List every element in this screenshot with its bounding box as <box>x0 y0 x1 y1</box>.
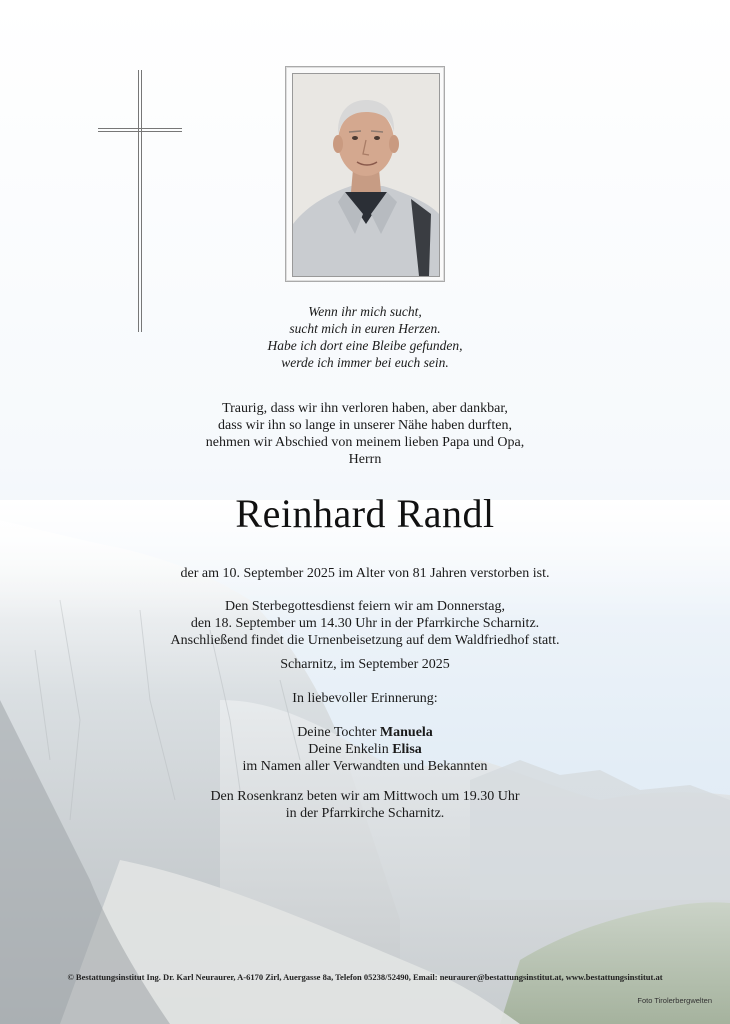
portrait-photo <box>292 73 440 277</box>
cross-vertical-line <box>138 70 139 332</box>
mourner-relation: Deine Tochter <box>297 725 380 740</box>
mourner-daughter <box>0 724 730 741</box>
service-line: Den Sterbegottesdienst feiern wir am Donnerstag, <box>225 599 505 614</box>
portrait-illustration <box>293 74 439 276</box>
service-line: den 18. September um 14.30 Uhr in der Pfarrkirche Scharnitz. <box>190 616 540 631</box>
memory-heading: In liebevoller Erinnerung: <box>292 691 438 706</box>
rosary-info <box>0 788 730 822</box>
cross-horizontal-line <box>98 131 182 132</box>
intro-line: Herrn <box>348 452 382 467</box>
mourner-name: Elisa <box>392 742 422 757</box>
place-date: Scharnitz, im September 2025 <box>280 657 450 672</box>
death-notice: der am 10. September 2025 im Alter von 81 Jahren verstorben ist. <box>180 566 550 581</box>
mourner-name: Manuela <box>379 725 433 740</box>
portrait-frame <box>285 66 445 282</box>
intro-line: nehmen wir Abschied von meinem lieben Papa und Opa, <box>205 435 525 450</box>
cross-horizontal-line <box>98 128 182 129</box>
poem-line: werde ich immer bei euch sein. <box>281 355 449 370</box>
memorial-poem <box>0 303 730 371</box>
deceased-name: Reinhard Randl <box>235 491 495 536</box>
intro-text <box>0 400 730 468</box>
mourners-list <box>0 724 730 775</box>
funeral-service-info <box>0 598 730 649</box>
poem-line: sucht mich in euren Herzen. <box>289 321 441 336</box>
mourner-others: im Namen aller Verwandten und Bekannten <box>242 759 488 774</box>
mourner-granddaughter <box>0 741 730 758</box>
cross-vertical-line <box>141 70 142 332</box>
poem-line: Wenn ihr mich sucht, <box>308 304 422 319</box>
photo-credit: Foto Tirolerbergwelten <box>637 996 712 1005</box>
service-line: Anschließend findet die Urnenbeisetzung auf dem Waldfriedhof statt. <box>170 633 560 648</box>
poem-line: Habe ich dort eine Bleibe gefunden, <box>267 338 463 353</box>
mourner-relation: Deine Enkelin <box>308 742 393 757</box>
intro-line: dass wir ihn so lange in unserer Nähe haben durften, <box>218 418 512 433</box>
rosary-line: Den Rosenkranz beten wir am Mittwoch um 19.30 Uhr <box>210 789 520 804</box>
rosary-line: in der Pfarrkirche Scharnitz. <box>285 806 445 821</box>
intro-line: Traurig, dass wir ihn verloren haben, aber dankbar, <box>222 401 508 416</box>
funeral-home-footer: © Bestattungsinstitut Ing. Dr. Karl Neuraurer, A-6170 Zirl, Auergasse 8a, Telefon 05238/52490, Email: neuraurer@bestattungsinstitut.at, www.bestattungsinstitut.at <box>67 972 663 982</box>
